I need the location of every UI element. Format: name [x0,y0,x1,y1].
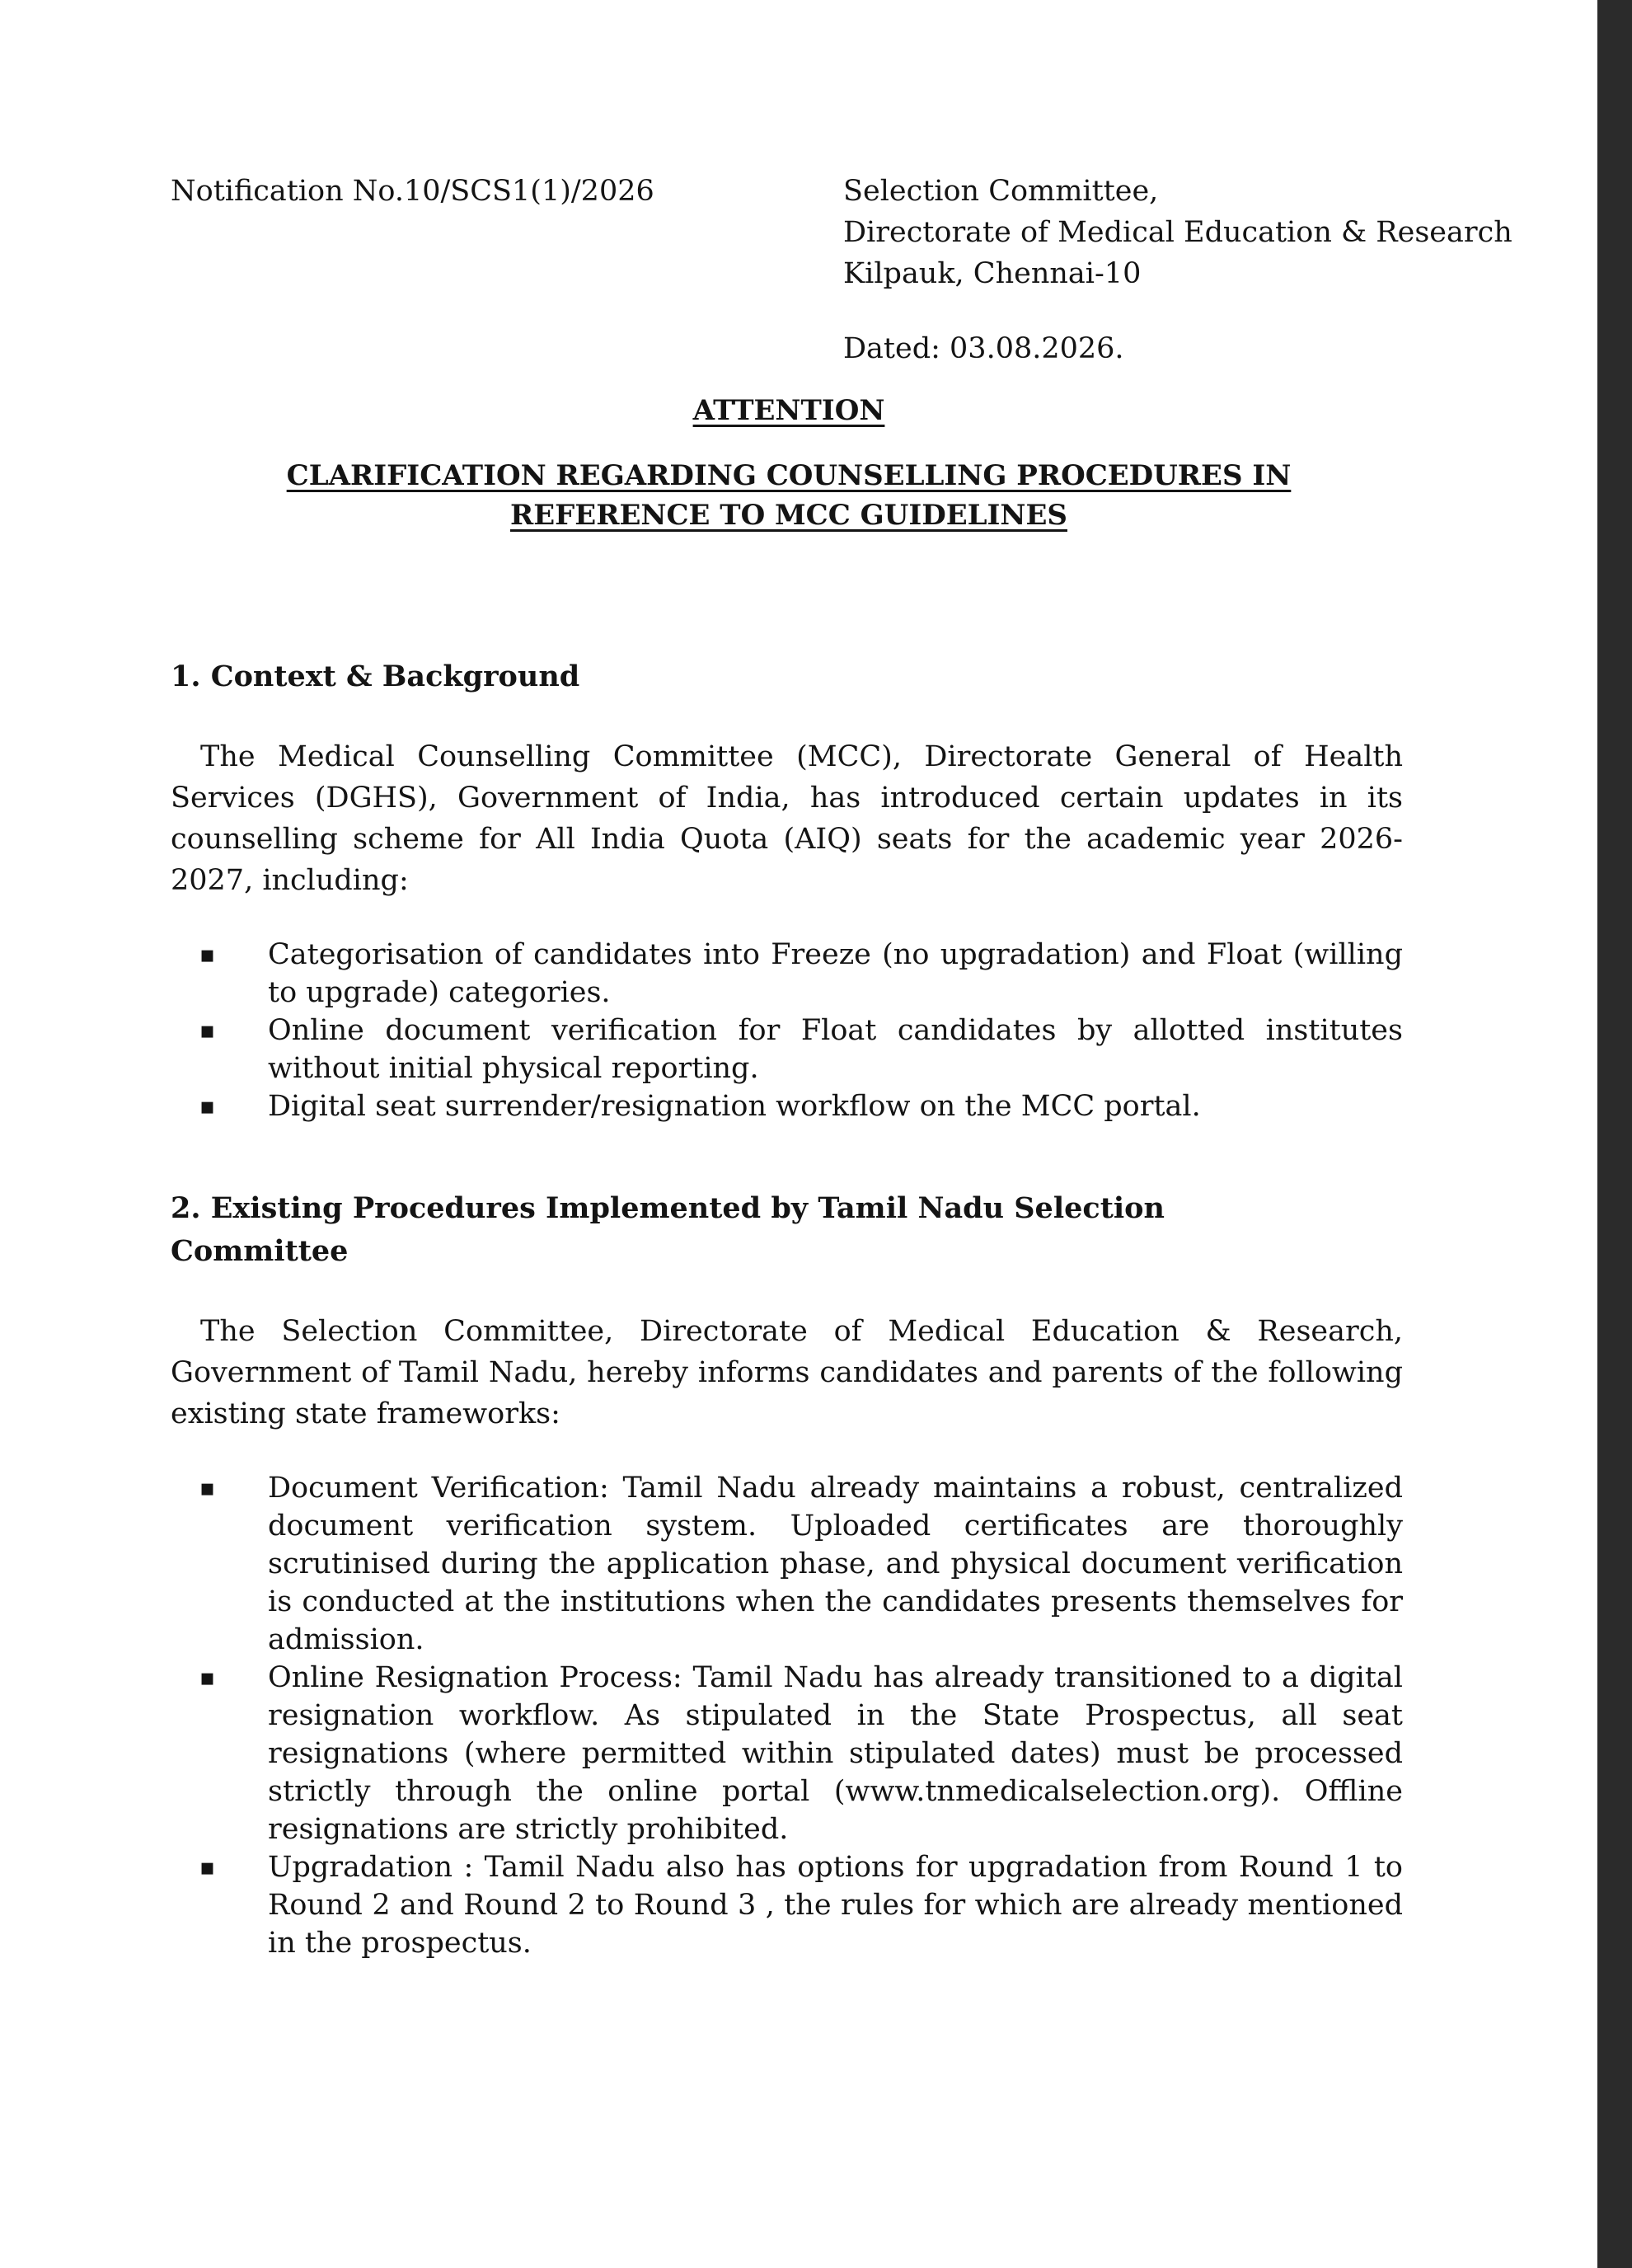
bullet-icon: ▪ [199,1474,215,1501]
list-item-text: Document Verification: Tamil Nadu already maintains a robust, centralized document verification system. Uploaded certificates are thoroughly scrutinised during the application phase, and physical document verification is conducted at the institutions when the candidates presents themselves for admission. [268,1472,1403,1656]
section-1-bullet-list [171,936,1403,1125]
dated-line: Dated: 03.08.2026. [843,332,1124,365]
clarification-heading [171,456,1407,535]
section-1-title: 1. Context & Background [171,660,580,693]
list-item [171,1469,1403,1659]
attention-text: ATTENTION [692,394,885,427]
bullet-icon: ▪ [199,1017,215,1044]
section-2-bullet-list [171,1469,1403,1962]
clarification-line: REFERENCE TO MCC GUIDELINES [510,499,1067,532]
list-item [171,1659,1403,1848]
address-line: Directorate of Medical Education & Research [843,216,1512,249]
list-item-text: Upgradation : Tamil Nadu also has options for upgradation from Round 1 to Round 2 and Round 2 to Round 3 , the rules for which are already mentioned in the prospectus. [268,1851,1403,1960]
list-item [171,1012,1403,1087]
bullet-icon: ▪ [199,1853,215,1881]
section-2-title-line: Committee [171,1234,349,1268]
clarification-line: CLARIFICATION REGARDING COUNSELLING PROCEDURES IN [286,459,1292,492]
list-item-text: Online Resignation Process: Tamil Nadu has already transitioned to a digital resignation workflow. As stipulated in the State Prospectus, all seat resignations (where permitted within stipulated dates) must be processed strictly through the online portal (www.tnmedicalselection.org). Offline resignations are strictly prohibited. [268,1661,1403,1846]
list-item [171,1848,1403,1962]
list-item-text: Online document verification for Float candidates by allotted institutes without initial physical reporting. [268,1014,1403,1085]
address-line: Kilpauk, Chennai-10 [843,257,1142,290]
list-item-text: Categorisation of candidates into Freeze (no upgradation) and Float (willing to upgrade) categories. [268,938,1403,1009]
section-2-title [171,1187,1165,1273]
attention-heading [171,391,1407,430]
address-line: Selection Committee, [843,175,1159,208]
section-2-paragraph: The Selection Committee, Directorate of Medical Education & Research, Government of Tamil Nadu, hereby informs candidates and parents of the following existing state frameworks: [171,1315,1403,1430]
section-1-paragraph: The Medical Counselling Committee (MCC), Directorate General of Health Services (DGHS), Government of India, has introduced certain updates in its counselling scheme for All India Quota (AIQ) seats for the academic year 2026-2027, including: [171,740,1403,897]
list-item-text: Digital seat surrender/resignation workflow on the MCC portal. [268,1090,1201,1123]
section-2-title-line: 2. Existing Procedures Implemented by Tamil Nadu Selection [171,1191,1165,1225]
sender-address [843,171,1512,294]
bullet-icon: ▪ [199,1664,215,1691]
list-item [171,1087,1403,1125]
bullet-icon: ▪ [199,941,215,968]
notification-number: Notification No.10/SCS1(1)/2026 [171,175,654,208]
bullet-icon: ▪ [199,1092,215,1120]
list-item [171,936,1403,1012]
viewer-edge-scrollbar[interactable] [1597,0,1632,2268]
